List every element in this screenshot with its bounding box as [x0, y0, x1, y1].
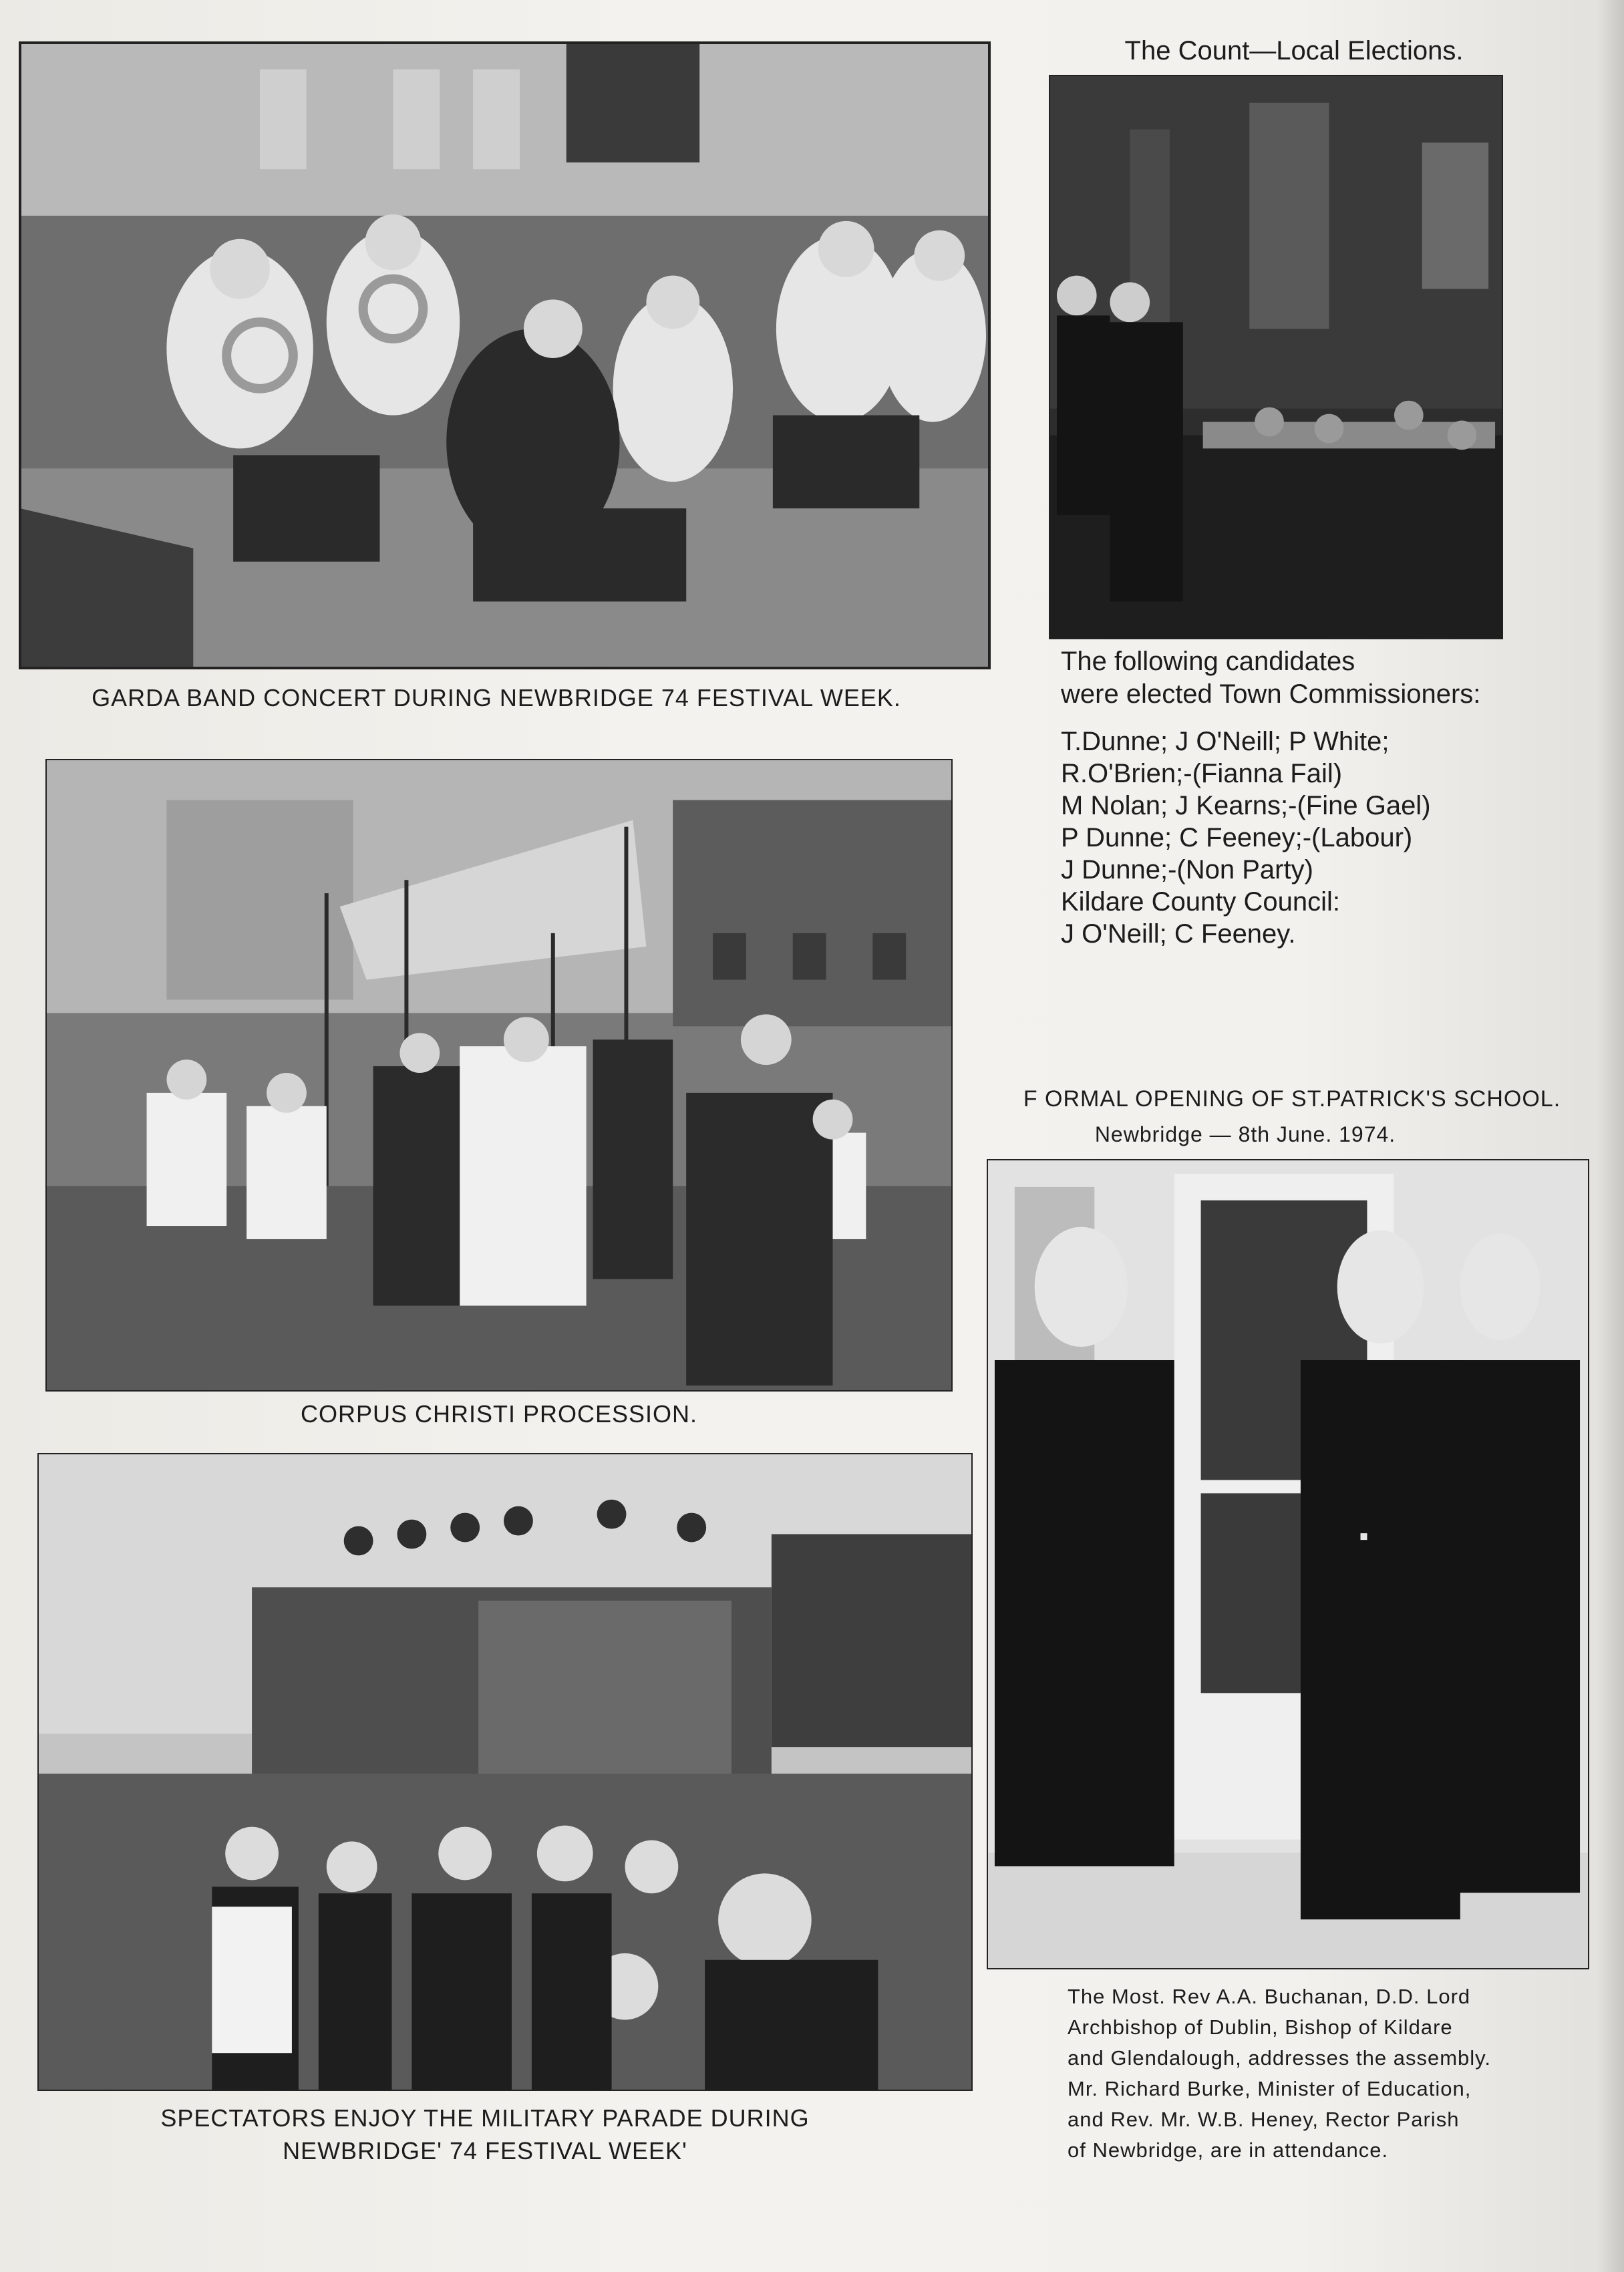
the-count-heading: The Count—Local Elections.: [1124, 36, 1464, 65]
school-caption-line: of Newbridge, are in attendance.: [1068, 2138, 1389, 2162]
school-opening-heading: F ORMAL OPENING OF ST.PATRICK'S SCHOOL.: [1023, 1086, 1561, 1112]
page-spine-shadow: [1597, 0, 1624, 2272]
election-result-line: P Dunne; C Feeney;-(Labour): [1061, 823, 1413, 852]
school-opening-photo: [987, 1159, 1589, 1969]
garda-band-caption: GARDA BAND CONCERT DURING NEWBRIDGE 74 FESTIVAL WEEK.: [92, 684, 901, 711]
election-results-list: [1061, 725, 1528, 950]
election-results-block: [1061, 645, 1528, 950]
garda-band-photo: [19, 41, 991, 669]
election-count-photo: [1049, 75, 1503, 639]
spectators-photo: [37, 1453, 973, 2091]
election-result-line: M Nolan; J Kearns;-(Fine Gael): [1061, 791, 1431, 820]
election-intro-line: The following candidates: [1061, 647, 1355, 676]
election-result-line: T.Dunne; J O'Neill; P White;: [1061, 727, 1390, 756]
spectators-caption: [37, 2102, 933, 2167]
school-caption-line: Mr. Richard Burke, Minister of Education,: [1068, 2077, 1472, 2100]
election-result-line: R.O'Brien;-(Fianna Fail): [1061, 759, 1343, 788]
election-result-line: Kildare County Council:: [1061, 887, 1340, 917]
election-result-line: J Dunne;-(Non Party): [1061, 855, 1313, 884]
school-caption-line: and Glendalough, addresses the assembly.: [1068, 2046, 1491, 2070]
school-caption-line: Archbishop of Dublin, Bishop of Kildare: [1068, 2015, 1453, 2039]
school-caption-line: The Most. Rev A.A. Buchanan, D.D. Lord: [1068, 1985, 1471, 2008]
spectators-caption-line: SPECTATORS ENJOY THE MILITARY PARADE DURING: [160, 2104, 810, 2132]
spectators-caption-line: NEWBRIDGE' 74 FESTIVAL WEEK': [283, 2137, 687, 2164]
election-intro: [1061, 645, 1528, 711]
school-opening-subheading: Newbridge — 8th June. 1974.: [1094, 1122, 1396, 1146]
school-opening-caption: [1068, 1981, 1575, 2166]
corpus-christi-photo: [45, 759, 953, 1392]
election-intro-line: were elected Town Commissioners:: [1061, 679, 1481, 709]
school-caption-line: and Rev. Mr. W.B. Heney, Rector Parish: [1068, 2108, 1460, 2131]
corpus-christi-caption: CORPUS CHRISTI PROCESSION.: [300, 1400, 698, 1428]
election-result-line: J O'Neill; C Feeney.: [1061, 919, 1296, 949]
